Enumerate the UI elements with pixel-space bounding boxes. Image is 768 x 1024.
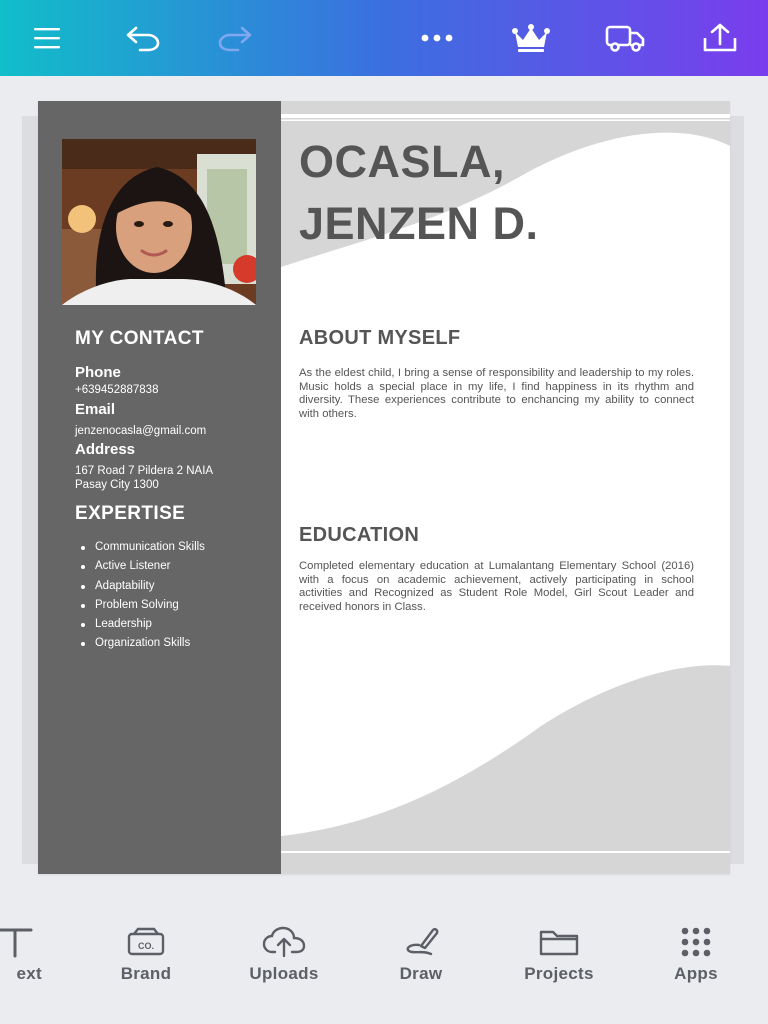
address-line-1: 167 Road 7 Pildera 2 NAIA	[75, 465, 214, 477]
print-delivery-button[interactable]	[603, 16, 647, 60]
list-item: Adaptability	[75, 580, 205, 599]
text-icon	[0, 926, 35, 958]
nav-projects[interactable]	[504, 924, 614, 988]
address-line-2: Pasay City 1300	[75, 479, 159, 491]
name-line-2: JENZEN D.	[299, 198, 539, 249]
expertise-list	[75, 541, 205, 657]
profile-photo[interactable]	[62, 139, 256, 305]
expertise-heading: EXPERTISE	[75, 503, 186, 524]
resume-name	[299, 131, 539, 255]
about-text: As the eldest child, I bring a sense of responsibility and leadership to my roles. Music holds a special place in my life, I find happiness in its rhythm and diversity. These experiences contribute to enchancing my ability to connect with others.	[299, 367, 694, 420]
redo-button[interactable]	[213, 16, 257, 60]
resume-page[interactable]	[38, 101, 730, 874]
education-text: Completed elementary education at Lumalantang Elementary School (2016) with a focus on academic achievement, actively participating in school activities and Recognized as Student Role Model, Girl Scout Leader and received honors in Class.	[299, 560, 694, 613]
list-item: Organization Skills	[75, 637, 205, 656]
undo-icon	[124, 24, 162, 52]
phone-label: Phone	[75, 364, 121, 381]
upload-cloud-icon	[262, 926, 306, 958]
more-icon	[417, 32, 457, 44]
name-line-1: OCASLA,	[299, 136, 505, 187]
top-toolbar	[0, 0, 768, 76]
nav-projects-label: Projects	[524, 964, 594, 983]
resume-sidebar	[38, 101, 281, 874]
nav-apps[interactable]	[641, 924, 751, 988]
share-icon	[701, 22, 739, 54]
nav-draw[interactable]	[366, 924, 476, 988]
nav-brand[interactable]	[91, 924, 201, 988]
menu-icon	[32, 26, 62, 50]
brand-icon	[126, 926, 166, 958]
draw-icon	[401, 926, 441, 958]
email-value: jenzenocasla@gmail.com	[75, 425, 207, 437]
truck-icon	[604, 23, 646, 53]
nav-apps-label: Apps	[674, 964, 718, 983]
list-item: Active Listener	[75, 560, 205, 579]
list-item: Problem Solving	[75, 599, 205, 618]
redo-icon	[216, 24, 254, 52]
nav-brand-label: Brand	[120, 964, 172, 983]
premium-button[interactable]	[509, 16, 553, 60]
apps-grid-icon	[678, 926, 714, 958]
nav-uploads-label: Uploads	[249, 964, 319, 983]
share-button[interactable]	[698, 16, 742, 60]
undo-button[interactable]	[121, 16, 165, 60]
contact-heading: MY CONTACT	[75, 328, 204, 349]
about-heading: ABOUT MYSELF	[299, 327, 461, 349]
folder-icon	[538, 926, 580, 958]
list-item: Leadership	[75, 618, 205, 637]
education-heading: EDUCATION	[299, 524, 420, 546]
resume-main	[281, 101, 730, 874]
nav-draw-label: Draw	[399, 964, 443, 983]
email-label: Email	[75, 401, 116, 418]
crown-icon	[511, 22, 551, 54]
brand-icon-text: CO.	[137, 941, 155, 951]
menu-button[interactable]	[25, 16, 69, 60]
nav-text-label: ext	[16, 964, 42, 983]
bottom-toolbar	[0, 896, 768, 1024]
nav-text[interactable]	[0, 924, 70, 988]
list-item: Communication Skills	[75, 541, 205, 560]
more-options-button[interactable]	[415, 16, 459, 60]
address-label: Address	[75, 441, 136, 458]
phone-value: +639452887838	[75, 384, 159, 396]
nav-uploads[interactable]	[229, 924, 339, 988]
